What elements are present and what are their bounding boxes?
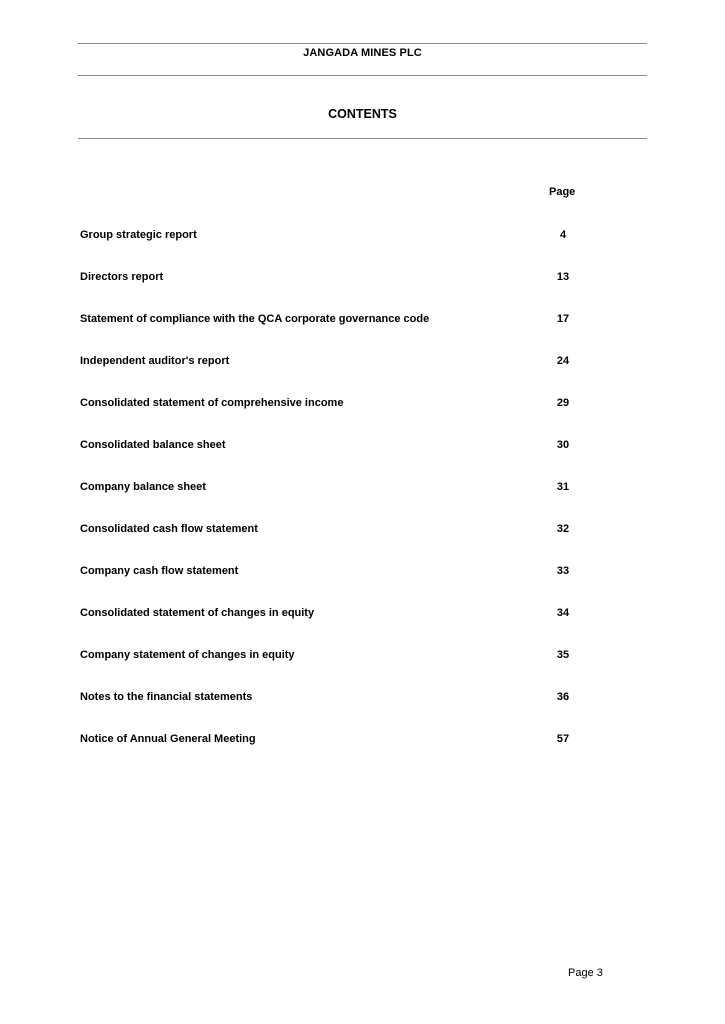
toc-entry-page: 57: [556, 733, 570, 745]
toc-entry-company-cash-flow[interactable]: [80, 565, 580, 581]
toc-entry-page: 33: [556, 565, 570, 577]
toc-entry-label: Consolidated statement of changes in equity: [80, 607, 315, 619]
toc-entry-page: 32: [556, 523, 570, 535]
toc-entry-page: 17: [556, 313, 570, 325]
toc-entry-page: 24: [556, 355, 570, 367]
toc-entry-consolidated-balance-sheet[interactable]: [80, 439, 580, 455]
toc-entry-page: 31: [556, 481, 570, 493]
toc-entry-label: Company balance sheet: [80, 481, 206, 493]
toc-entry-label: Consolidated balance sheet: [80, 439, 226, 451]
toc-entry-consolidated-cash-flow[interactable]: [80, 523, 580, 539]
toc-entry-label: Independent auditor's report: [80, 355, 230, 367]
toc-entry-company-balance-sheet[interactable]: [80, 481, 580, 497]
toc-entry-page: 35: [556, 649, 570, 661]
toc-entry-label: Company cash flow statement: [80, 565, 239, 577]
page-number: Page 3: [568, 967, 603, 979]
toc-entry-label: Statement of compliance with the QCA corporate governance code: [80, 313, 430, 325]
toc-entry-qca-compliance[interactable]: [80, 313, 580, 329]
toc-entry-page: 13: [556, 271, 570, 283]
toc-entry-page: 29: [556, 397, 570, 409]
toc-entry-page: 4: [559, 229, 567, 241]
toc-entry-page: 30: [556, 439, 570, 451]
toc-entry-label: Notice of Annual General Meeting: [80, 733, 256, 745]
company-name: JANGADA MINES PLC: [303, 47, 422, 59]
toc-entry-page: 34: [556, 607, 570, 619]
page-title: CONTENTS: [328, 107, 397, 121]
toc-entry-label: Notes to the financial statements: [80, 691, 253, 703]
toc-entry-directors-report[interactable]: [80, 271, 580, 287]
toc-entry-label: Group strategic report: [80, 229, 197, 241]
toc-entry-label: Consolidated statement of comprehensive income: [80, 397, 344, 409]
toc-entry-label: Directors report: [80, 271, 164, 283]
toc-entry-comprehensive-income[interactable]: [80, 397, 580, 413]
toc-entry-consolidated-changes-in-equity[interactable]: [80, 607, 580, 623]
page-column-header: Page: [549, 186, 576, 198]
toc-entry-auditors-report[interactable]: [80, 355, 580, 371]
toc-entry-notes[interactable]: [80, 691, 580, 707]
toc-entry-group-strategic-report[interactable]: [80, 229, 580, 245]
toc-entry-label: Company statement of changes in equity: [80, 649, 295, 661]
toc-entry-label: Consolidated cash flow statement: [80, 523, 258, 535]
toc-entry-page: 36: [556, 691, 570, 703]
toc-entry-agm-notice[interactable]: [80, 733, 580, 749]
toc-entry-company-changes-in-equity[interactable]: [80, 649, 580, 665]
